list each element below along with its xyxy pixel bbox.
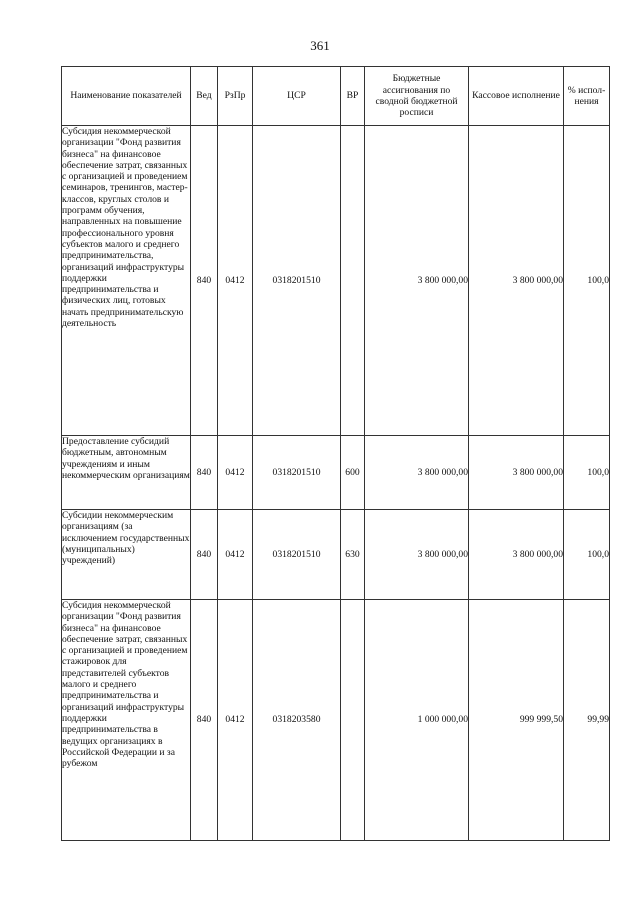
row-rzpr: 0412 (218, 436, 253, 510)
row-rzpr: 0412 (218, 510, 253, 600)
row-vr: 630 (341, 510, 365, 600)
row-percent: 100,0 (564, 436, 610, 510)
row-executed: 999 999,50 (469, 600, 564, 841)
row-ved: 840 (191, 510, 218, 600)
row-executed: 3 800 000,00 (469, 126, 564, 436)
row-csr: 0318203580 (253, 600, 341, 841)
table-row (62, 510, 610, 600)
header-ved: Вед (191, 67, 218, 126)
row-name: Субсидия некоммерческой организации "Фонд развития бизнеса" на финансовое обеспечение затрат, связанных с организацией и проведением стажировок для представителей субъектов малого и среднего предпринимательства и организаций инфраструктуры поддержки предпринимательства в ведущих организациях в Российской Федерации и за рубежом (62, 600, 191, 841)
row-csr: 0318201510 (253, 510, 341, 600)
row-percent: 99,99 (564, 600, 610, 841)
row-percent: 100,0 (564, 126, 610, 436)
row-name: Субсидия некоммерческой организации "Фонд развития бизнеса" на финансовое обеспечение затрат, связанных с организацией и проведением семинаров, тренингов, мастер-классов, круглых столов и программ обучения, направленных на повышение профессионального уровня субъектов малого и среднего предпринимательства, организаций инфраструктуры поддержки предпринимательства и физических лиц, готовых начать предпринимательскую деятельность (62, 126, 191, 436)
row-csr: 0318201510 (253, 436, 341, 510)
header-executed: Кассовое исполнение (469, 67, 564, 126)
header-percent: % испол-нения (564, 67, 610, 126)
header-vr: ВР (341, 67, 365, 126)
table-row (62, 600, 610, 841)
row-vr (341, 600, 365, 841)
row-rzpr: 0412 (218, 600, 253, 841)
row-assigned: 3 800 000,00 (365, 126, 469, 436)
row-executed: 3 800 000,00 (469, 510, 564, 600)
row-assigned: 3 800 000,00 (365, 436, 469, 510)
header-rzpr: РзПр (218, 67, 253, 126)
row-executed: 3 800 000,00 (469, 436, 564, 510)
row-assigned: 1 000 000,00 (365, 600, 469, 841)
header-csr: ЦСР (253, 67, 341, 126)
row-rzpr: 0412 (218, 126, 253, 436)
row-vr: 600 (341, 436, 365, 510)
header-assigned: Бюджетные ассигнования по сводной бюджетной росписи (365, 67, 469, 126)
table-row (62, 436, 610, 510)
table-header-row (62, 67, 610, 126)
row-ved: 840 (191, 126, 218, 436)
row-ved: 840 (191, 436, 218, 510)
row-name: Субсидии некоммерческим организациям (за исключением государственных (муниципальных) учреждений) (62, 510, 191, 600)
header-name: Наименование показателей (62, 67, 191, 126)
row-percent: 100,0 (564, 510, 610, 600)
row-csr: 0318201510 (253, 126, 341, 436)
table-row (62, 126, 610, 436)
row-name: Предоставление субсидий бюджетным, автономным учреждениям и иным некоммерческим организациям (62, 436, 191, 510)
page-number: 361 (310, 38, 330, 53)
row-assigned: 3 800 000,00 (365, 510, 469, 600)
row-ved: 840 (191, 600, 218, 841)
row-vr (341, 126, 365, 436)
budget-execution-table (61, 66, 610, 841)
